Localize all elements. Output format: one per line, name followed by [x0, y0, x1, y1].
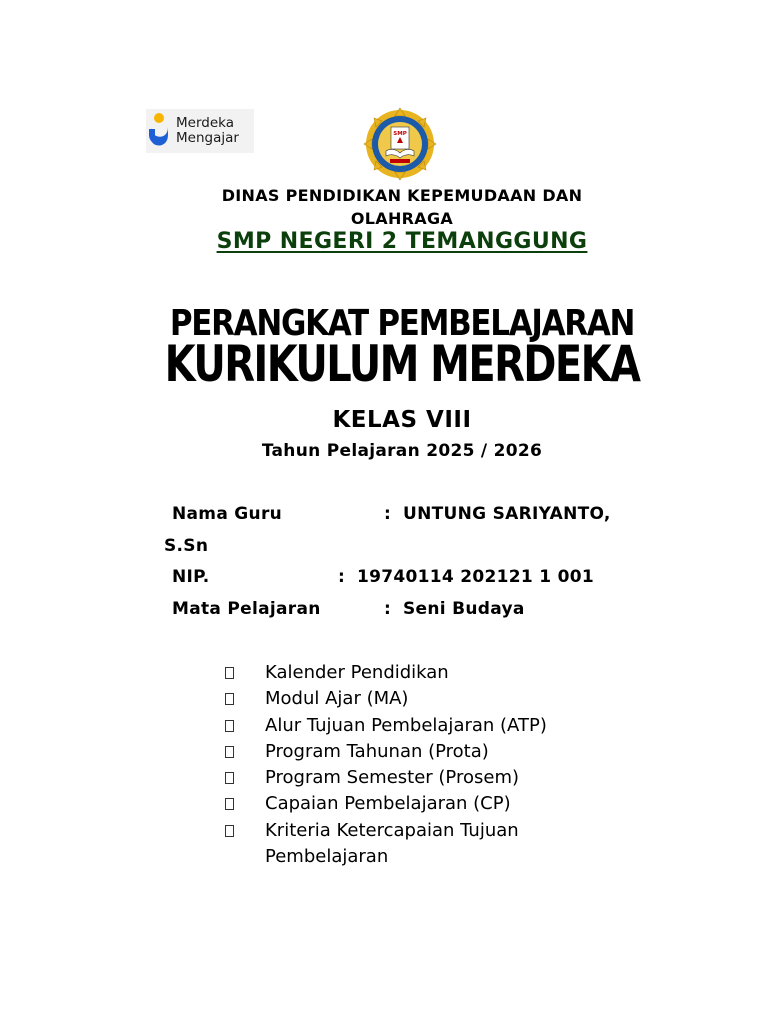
bullet-icon [225, 746, 234, 758]
merdeka-mengajar-wordmark: Merdeka Mengajar [176, 115, 239, 146]
merdeka-mengajar-logo [146, 109, 254, 153]
mata-pelajaran-label: Mata Pelajaran [172, 599, 321, 619]
nama-guru-value: UNTUNG SARIYANTO, [403, 504, 611, 524]
nip-value: 19740114 202121 1 001 [357, 567, 594, 587]
bullet-icon [225, 693, 234, 705]
bullet-icon [225, 720, 234, 732]
nip-label: NIP. [172, 567, 210, 587]
dinas-heading [150, 184, 654, 230]
bullet-icon [225, 798, 234, 810]
school-name: SMP NEGERI 2 TEMANGGUNG [216, 229, 588, 254]
dinas-line1: DINAS PENDIDIKAN KEPEMUDAAN DAN [221, 186, 583, 205]
merdeka-mengajar-mark-icon [146, 109, 176, 153]
emblem-text: SMP [393, 131, 407, 137]
bullet-icon [225, 667, 234, 679]
nip-colon: : [338, 567, 346, 587]
nama-guru-label: Nama Guru [172, 504, 283, 524]
kelas-heading: KELAS VIII [332, 407, 472, 433]
list-item: Program Tahunan (Prota) [225, 739, 625, 765]
school-name-heading [0, 229, 768, 254]
list-item: Program Semester (Prosem) [225, 765, 625, 791]
bullet-icon [225, 772, 234, 784]
list-item: Alur Tujuan Pembelajaran (ATP) [225, 713, 625, 739]
list-item: Kalender Pendidikan [225, 660, 625, 686]
title-perangkat-pembelajaran: PERANGKAT PEMBELAJARAN [169, 303, 635, 344]
bullet-icon [225, 825, 234, 837]
mata-pelajaran-value: Seni Budaya [403, 599, 525, 619]
school-emblem-logo [360, 107, 440, 181]
nama-guru-value-cont: S.Sn [164, 536, 209, 556]
list-item: Kriteria Ketercapaian Tujuan Pembelajaran [225, 818, 625, 871]
dinas-line2: OLAHRAGA [350, 209, 454, 228]
nama-guru-colon: : [384, 504, 392, 524]
title-kurikulum-merdeka: KURIKULUM MERDEKA [164, 335, 640, 393]
mata-pelajaran-colon: : [384, 599, 392, 619]
list-item: Modul Ajar (MA) [225, 686, 625, 712]
tahun-pelajaran: Tahun Pelajaran 2025 / 2026 [261, 441, 543, 461]
document-list [225, 660, 625, 870]
list-item: Capaian Pembelajaran (CP) [225, 791, 625, 817]
